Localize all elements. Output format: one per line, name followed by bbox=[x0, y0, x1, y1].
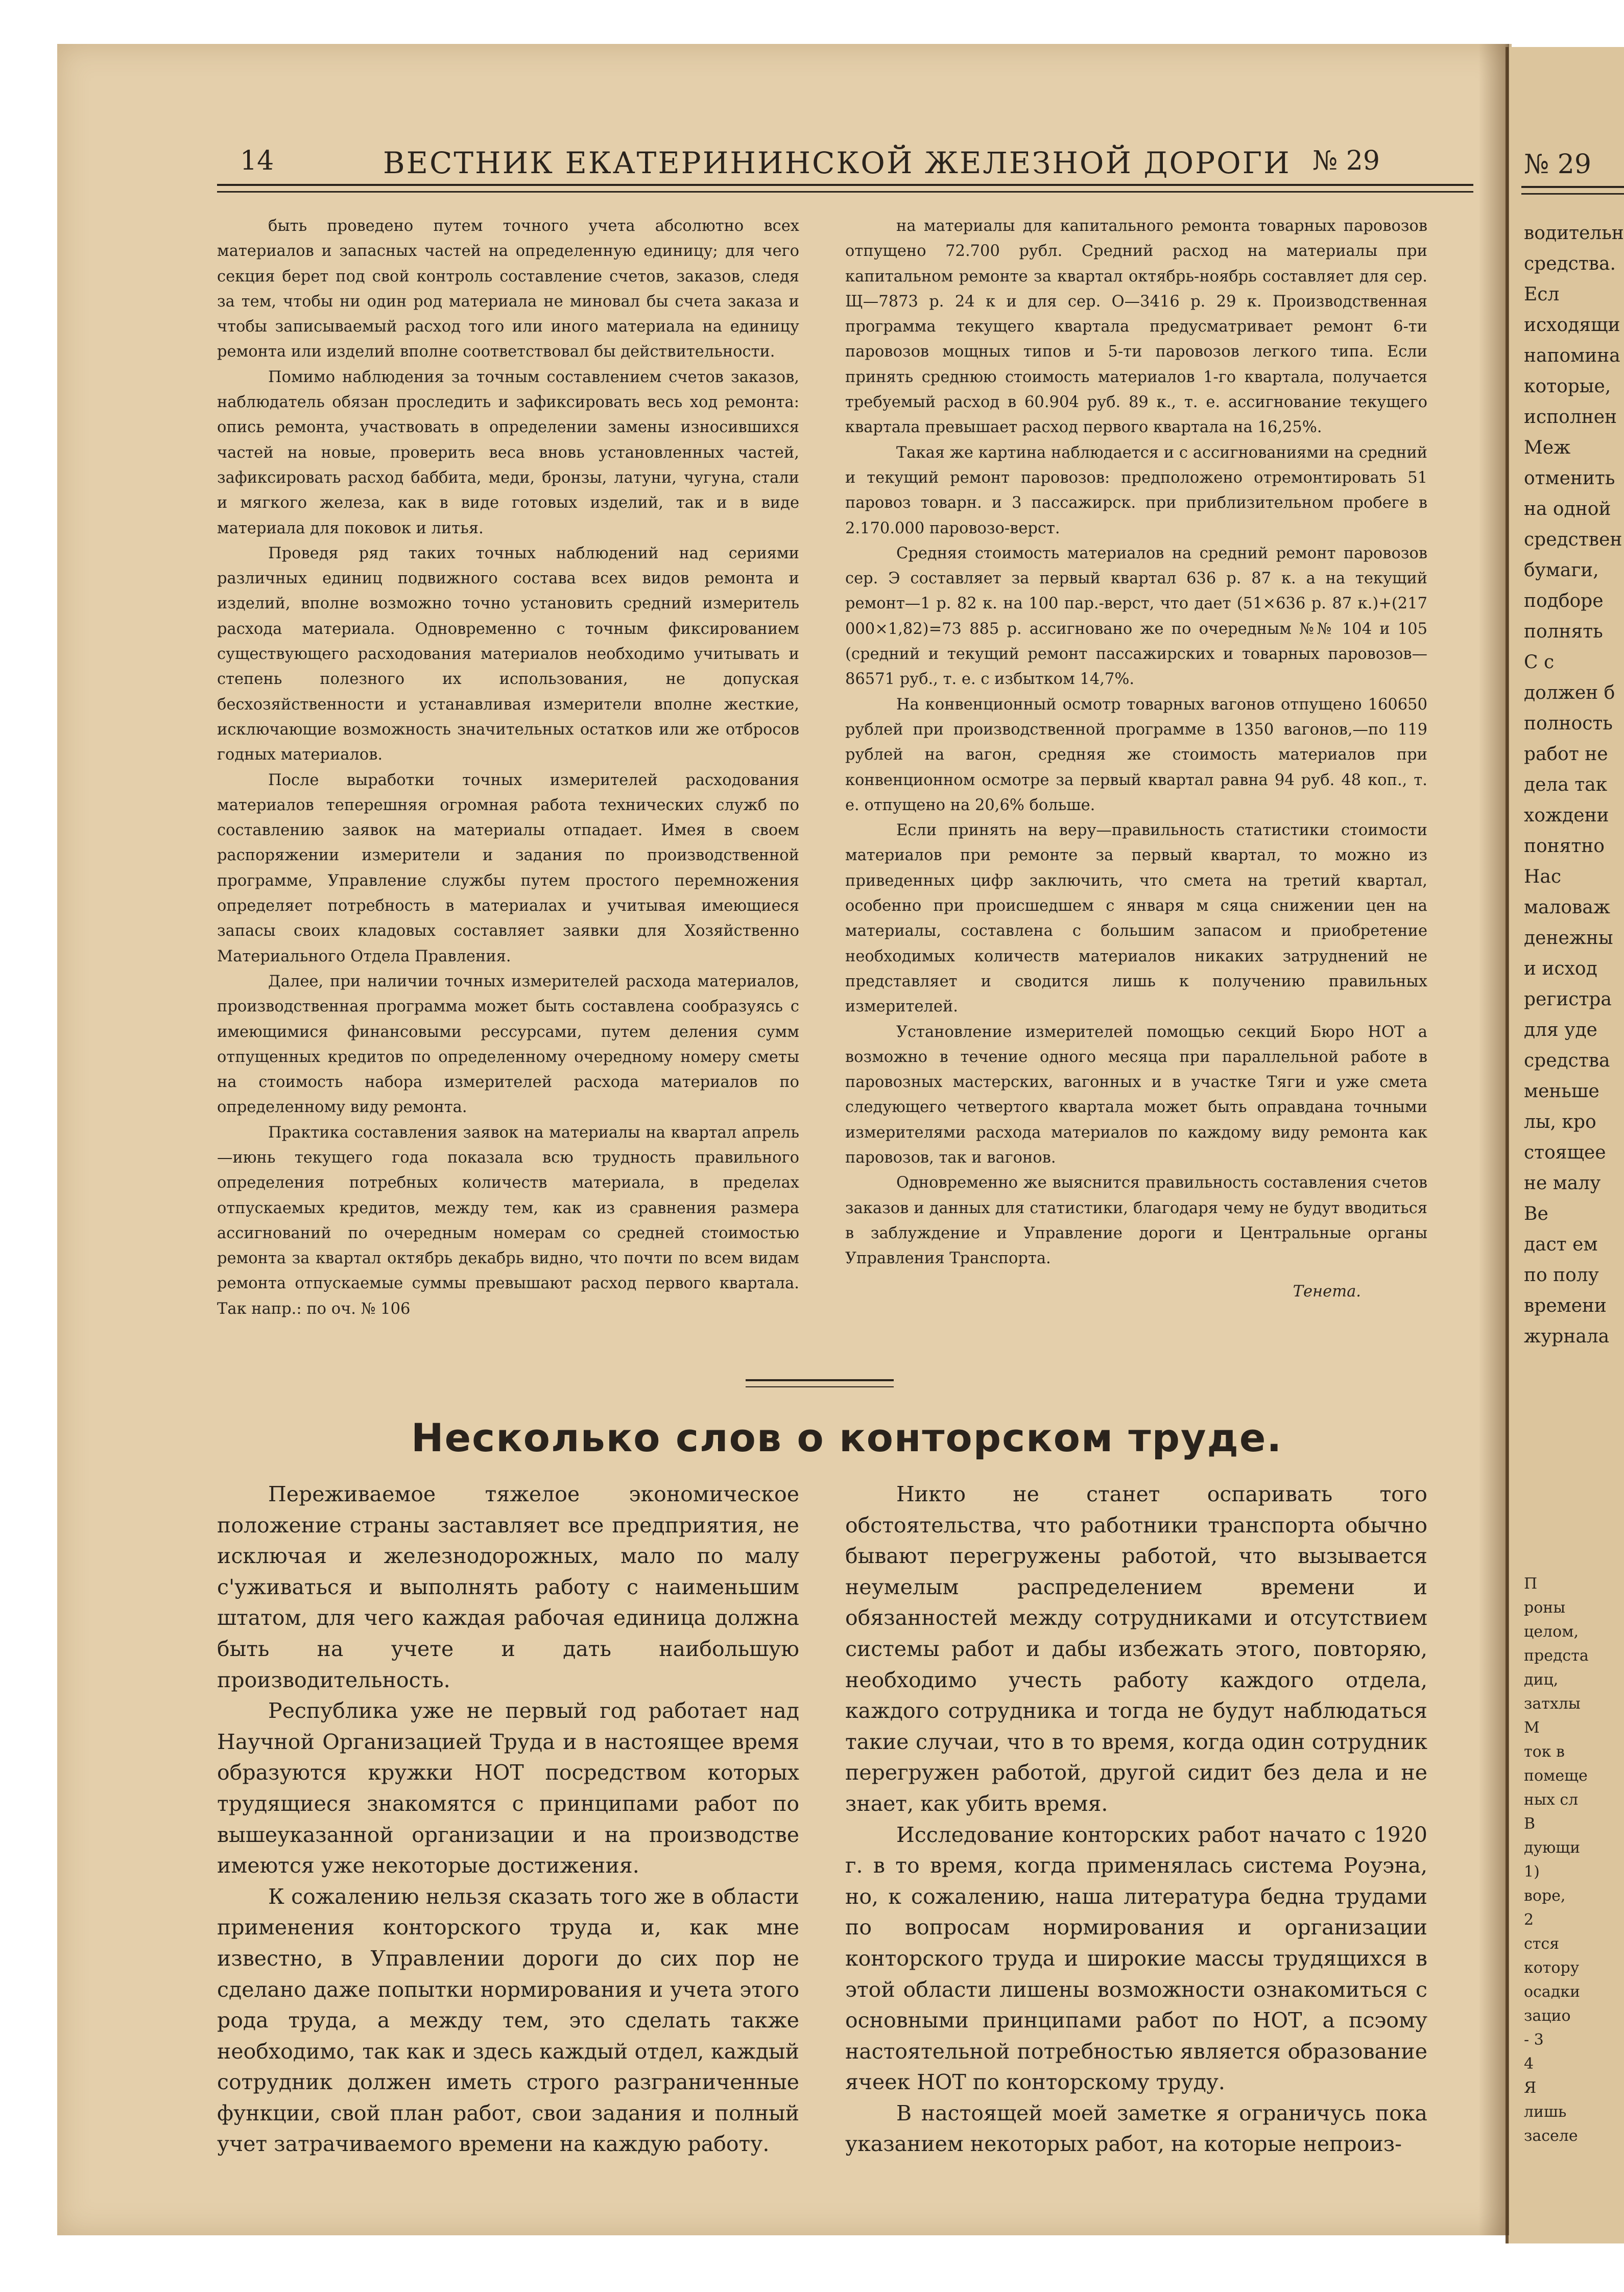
paragraph: Такая же картина наблюдается и с ассигнованиями на средний и текущий ремонт паровозов: предположено отремонтировать 51 паровоз товарн. и 3 пассажирск. при приблизительном пробеге в 2.170.000 паровозо-верст. bbox=[845, 443, 1427, 537]
adjacent-page-column-top bbox=[1509, 218, 1624, 1352]
text-line-fragment: заселе bbox=[1524, 2127, 1578, 2145]
paragraph: быть проведено путем точного учета абсолютно всех материалов и запасных частей на определенную единицу; для чего секция берет под свой контроль составление счетов, заказов, следя за тем, чтобы ни один род материала не миновал бы счета заказа и чтобы записываемый расход того или иного материала на единицу ремонта или изделий вполне соответствовал бы действительности. bbox=[217, 217, 799, 361]
paragraph: Никто не станет оспаривать того обстоятельства, что работники транспорта обычно бывают перегружены работой, что вызывается неумелым распределением времени и обязанностей между сотрудниками и отсутствием системы работ и дабы избежать этого, повторяю, необходимо учесть работу каждого отдела, каждого сотрудника и тогда не будут наблюдаться такие случаи, что в то время, когда один сотрудник перегружен работой, другой сидит без дела и не знает, как убить время. bbox=[845, 1482, 1427, 1816]
text-line-fragment: не малу bbox=[1524, 1173, 1601, 1194]
text-line-fragment: меньше bbox=[1524, 1081, 1599, 1102]
text-line-fragment: лы, кро bbox=[1524, 1112, 1596, 1132]
text-line-fragment: 2 bbox=[1524, 1911, 1534, 1929]
text-line-fragment: - 3 bbox=[1524, 2031, 1544, 2049]
text-line-fragment: предста bbox=[1524, 1647, 1589, 1665]
text-line-fragment: осадки bbox=[1524, 1983, 1580, 2001]
article-column-right bbox=[845, 1479, 1427, 2160]
text-line-fragment: понятно bbox=[1524, 836, 1605, 857]
text-line-fragment: В bbox=[1524, 1815, 1536, 1833]
text-line-fragment: работ не bbox=[1524, 744, 1608, 765]
paragraph: Практика составления заявок на материалы на квартал апрель—июнь текущего года показала всю трудность правильного определения потребных количеств материала, в пределах отпускаемых кредитов, между тем, как из сравнения размера ассигнований по очередным номерам со средней стоимостью ремонта за квартал октябрь декабрь видно, что почти по всем видам ремонта отпускаемые суммы превышают расход первого квартала. Так напр.: по оч. № 106 bbox=[217, 1123, 799, 1318]
paragraph: Установление измерителей помощью секций Бюро НОТ а возможно в течение одного месяца при параллельной работе в паровозных мастерских, вагонных и в участке Тяги и уже смета следующего четвертого квартала может быть оправдана точными измерителями расхода материалов по каждому виду ремонта как паровозов, так и вагонов. bbox=[845, 1023, 1427, 1167]
running-header bbox=[220, 146, 1455, 186]
paragraph: Одновременно же выяснится правильность составления счетов заказов и данных для статистики, благодаря чему не будут вводиться в заблуждение и Управление дороги и Центральные органы Управления Транспорта. bbox=[845, 1174, 1427, 1268]
text-line-fragment: Меж bbox=[1524, 437, 1571, 458]
text-line-fragment: роны bbox=[1524, 1599, 1566, 1617]
text-line-fragment: напомина bbox=[1524, 345, 1620, 366]
paragraph: К сожалению нельзя сказать того же в области применения конторского труда и, как мне известно, в Управлении дороги до сих пор не сделано даже попытки нормирования и учета этого рода труда, а между тем, это сделать также необходимо, так как и здесь каждый отдел, каждый сотрудник должен иметь строго разграниченные функции, свой план работ, свои задания и полный учет затрачиваемого времени на каждую работу. bbox=[217, 1884, 799, 2157]
newspaper-title: ВЕСТНИК ЕКАТЕРИНИНСКОЙ ЖЕЛЕЗНОЙ ДОРОГИ bbox=[383, 146, 1291, 180]
text-line-fragment: помеще bbox=[1524, 1767, 1588, 1785]
text-line-fragment: должен б bbox=[1524, 682, 1615, 703]
text-line-fragment: С с bbox=[1524, 652, 1555, 673]
text-line-fragment: средствен bbox=[1524, 529, 1622, 550]
text-line-fragment: для уде bbox=[1524, 1020, 1597, 1041]
text-line-fragment: ток в bbox=[1524, 1743, 1565, 1761]
text-line-fragment: диц, bbox=[1524, 1671, 1559, 1689]
text-line-fragment: хождени bbox=[1524, 805, 1609, 826]
header-rule bbox=[217, 184, 1473, 193]
top-article-column-left bbox=[217, 214, 799, 1321]
text-line-fragment: бумаги, bbox=[1524, 560, 1599, 581]
text-line-fragment: маловаж bbox=[1524, 897, 1610, 918]
page-number: 14 bbox=[240, 146, 274, 176]
text-line-fragment: дующи bbox=[1524, 1839, 1581, 1857]
text-line-fragment: котору bbox=[1524, 1959, 1580, 1977]
paragraph: В настоящей моей заметке я ограничусь пока указанием некоторых работ, на которые непроиз- bbox=[845, 2100, 1427, 2157]
adjacent-page-issue-number: № 29 bbox=[1524, 149, 1591, 180]
paragraph: После выработки точных измерителей расходования материалов теперешняя огромная работа технических служб по составлению заявок на материалы отпадает. Имея в своем распоряжении измерители и задания по производственной программе, Управление службы путем простого перемножения определяет потребность в материалах и учитывая имеющиеся запасы своих кладовых составляет заявки для Хозяйственно Материального Отдела Правления. bbox=[217, 771, 799, 965]
paragraph: На конвенционный осмотр товарных вагонов отпущено 160650 рублей при производственной программе в 1350 вагонов,—по 119 рублей на вагон, средняя же стоимость материалов при конвенционном осмотре за первый квартал равна 94 руб. 48 коп., т. е. отпущено на 20,6% больше. bbox=[845, 695, 1427, 814]
text-line-fragment: отменить bbox=[1524, 468, 1615, 489]
text-line-fragment: полность bbox=[1524, 713, 1613, 734]
text-line-fragment: целом, bbox=[1524, 1623, 1579, 1641]
text-line-fragment: средства. bbox=[1524, 253, 1616, 274]
text-line-fragment: 1) bbox=[1524, 1863, 1540, 1881]
text-line-fragment: стся bbox=[1524, 1935, 1560, 1953]
text-line-fragment: затхлы bbox=[1524, 1695, 1581, 1713]
paragraph: Средняя стоимость материалов на средний ремонт паровозов сер. Э составляет за первый квартал 636 р. 87 к. а на текущий ремонт—1 р. 82 к. на 100 пар.-верст, что дает (51×636 р. 87 к.)+(217 000×1,82)=73 885 р. ассигновано же по очередным №№ 104 и 105 (средний и текущий ремонт пассажирских и товарных паровозов—86571 руб., т. е. с избытком 14,7%. bbox=[845, 544, 1427, 689]
article-column-left bbox=[217, 1479, 799, 2160]
paragraph: Исследование конторских работ начато с 1920 г. в то время, когда применялась система Роуэна, но, к сожалению, наша литература бедна трудами по вопросам нормирования и организации конторского труда и широкие массы трудящихся в этой области лишены возможности ознакомиться с основными принципами работ по НОТ, а псэому настоятельной потребностью является образование ячеек НОТ по конторскому труду. bbox=[845, 1822, 1427, 2095]
paragraph: Переживаемое тяжелое экономическое положение страны заставляет все предприятия, не исключая и железнодорожных, мало по малу с'уживаться и выполнять работу с наименьшим штатом, для чего каждая рабочая единица должна быть на учете и дать наибольшую производительность. bbox=[217, 1482, 799, 1692]
text-line-fragment: Я bbox=[1524, 2079, 1537, 2097]
text-line-fragment: времени bbox=[1524, 1295, 1607, 1316]
text-line-fragment: по полу bbox=[1524, 1265, 1599, 1286]
text-line-fragment: журнала bbox=[1524, 1326, 1610, 1347]
text-line-fragment: которые, bbox=[1524, 376, 1611, 397]
adjacent-page-column-bottom bbox=[1509, 1572, 1624, 2148]
adjacent-page-fragment bbox=[1506, 47, 1624, 2243]
text-line-fragment: водительн bbox=[1524, 223, 1624, 244]
paragraph: Республика уже не первый год работает над Научной Организацией Труда и в настоящее время образуются кружки НОТ посредством которых трудящиеся знакомятся с принципами работ по вышеуказанной организации и на производстве имеются уже некоторые достижения. bbox=[217, 1698, 799, 1878]
paragraph: Если принять на веру—правильность статистики стоимости материалов при ремонте за первый квартал, то можно из приведенных цифр заключить, что смета на третий квартал, особенно при происшедшем с января м сяца снижении цен на материалы, составлена с большим запасом и приобретение необходимых количеств материалов никаких затруднений не представляет и сводится лишь к получению правильных измерителей. bbox=[845, 821, 1427, 1016]
text-line-fragment: Ве bbox=[1524, 1203, 1548, 1224]
text-line-fragment: подборе bbox=[1524, 590, 1604, 611]
author-signature: Тенета. bbox=[1293, 1283, 1361, 1301]
issue-number: № 29 bbox=[1312, 146, 1380, 176]
text-line-fragment: регистра bbox=[1524, 989, 1612, 1010]
adjacent-header-rule bbox=[1521, 186, 1624, 195]
article-divider bbox=[746, 1379, 894, 1387]
text-line-fragment: ных сл bbox=[1524, 1791, 1579, 1809]
text-line-fragment: исходящи bbox=[1524, 315, 1620, 336]
text-line-fragment: денежны bbox=[1524, 928, 1613, 949]
paragraph: Проведя ряд таких точных наблюдений над сериями различных единиц подвижного состава всех видов ремонта и изделий, вполне возможно точно установить средний измеритель расхода материала. Одновременно с точным фиксированием существующего расходования материалов необходимо учитывать и степень полезного их использования, не допуская бесхозяйственности и устанавливая измерители вполне жесткие, исключающие возможность значительных остатков или же отбросов годных материалов. bbox=[217, 544, 799, 764]
paragraph: Помимо наблюдения за точным составлением счетов заказов, наблюдатель обязан проследить и зафиксировать весь ход ремонта: опись ремонта, участвовать в определении замены износившихся частей на новые, проверить веса вновь установленных частей, зафиксировать расход баббита, меди, бронзы, латуни, чугуна, стали и мягкого железа, как в виде готовых изделий, так и в виде материала для поковок и литья. bbox=[217, 368, 799, 537]
text-line-fragment: зацио bbox=[1524, 2007, 1571, 2025]
text-line-fragment: средства bbox=[1524, 1050, 1610, 1071]
binding-gutter bbox=[1478, 44, 1509, 2235]
text-line-fragment: Нас bbox=[1524, 866, 1562, 887]
text-line-fragment: полнять bbox=[1524, 621, 1603, 642]
top-article-column-right bbox=[845, 214, 1427, 1305]
text-line-fragment: воре, bbox=[1524, 1887, 1566, 1905]
text-line-fragment: дела так bbox=[1524, 774, 1608, 795]
paragraph: Далее, при наличии точных измерителей расхода материалов, производственная программа может быть составлена сообразуясь с имеющимися финансовыми рессурсами, путем деления сумм отпущенных кредитов по определенному очередному номеру сметы на стоимость набора измерителей расхода материалов по определенному виду ремонта. bbox=[217, 972, 799, 1117]
paragraph: на материалы для капитального ремонта товарных паровозов отпущено 72.700 рубл. Средний расход на материалы при капитальном ремонте за квартал октябрь-ноябрь составляет для сер. Щ—7873 р. 24 к и для сер. О—3416 р. 29 к. Производственная программа текущего квартала предусматривает ремонт 6-ти паровозов мощных типов и 5-ти паровозов легкого типа. Если принять среднюю стоимость материалов 1-го квартала, получается требуемый расход в 60.904 руб. 89 к., т. е. ассигнование текущего квартала превышает расход первого квартала на 16,25%. bbox=[845, 217, 1427, 437]
text-line-fragment: и исход bbox=[1524, 958, 1597, 979]
text-line-fragment: М bbox=[1524, 1719, 1540, 1737]
text-line-fragment: даст ем bbox=[1524, 1234, 1598, 1255]
article-title: Несколько слов о конторском труде. bbox=[411, 1415, 1283, 1460]
text-line-fragment: Есл bbox=[1524, 284, 1560, 305]
text-line-fragment: исполнен bbox=[1524, 407, 1617, 428]
text-line-fragment: 4 bbox=[1524, 2055, 1534, 2073]
text-line-fragment: П bbox=[1524, 1575, 1538, 1593]
text-line-fragment: лишь bbox=[1524, 2103, 1567, 2121]
text-line-fragment: на одной bbox=[1524, 499, 1611, 519]
text-line-fragment: стоящее bbox=[1524, 1142, 1606, 1163]
